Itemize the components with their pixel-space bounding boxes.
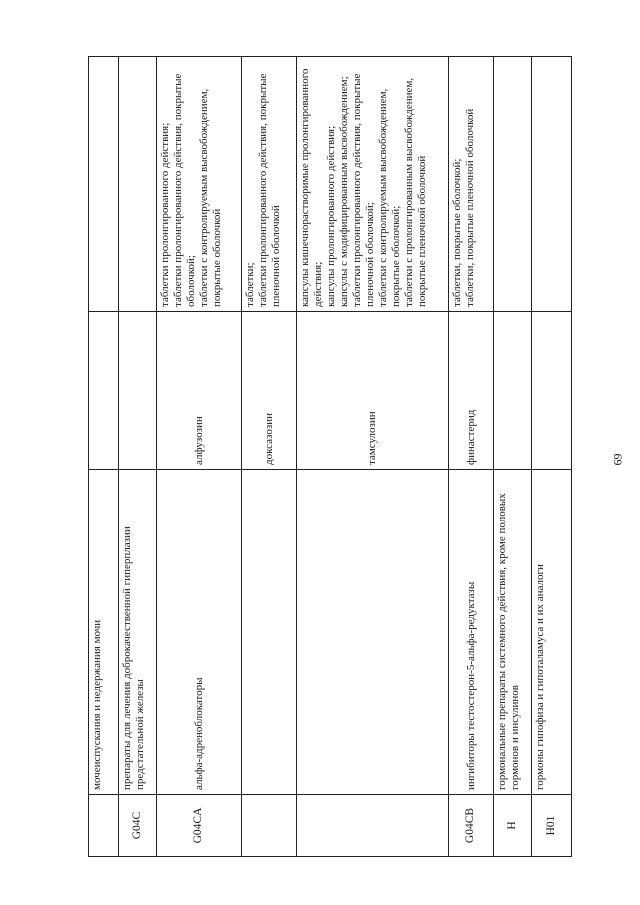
atc-code-cell: H [494, 795, 532, 857]
drug-cell: тамсулозин [297, 312, 449, 470]
table-row [494, 57, 532, 857]
dosage-form: таблетки, покрытые пленочной оболочкой [463, 108, 476, 307]
forms-cell [494, 57, 532, 312]
forms-cell [89, 57, 119, 312]
page-number: 69 [610, 453, 625, 466]
drug-cell [89, 312, 119, 470]
table-row [532, 57, 572, 857]
group-cell: мочеиспускания и недержания мочи [89, 470, 119, 795]
dosage-form: таблетки пролонгированного действия, покрытые оболочкой; [171, 73, 197, 307]
table-row [157, 57, 242, 857]
table-row [89, 57, 119, 857]
table-row [242, 57, 297, 857]
group-cell: ингибиторы тестостерон-5-альфа-редуктазы [449, 470, 494, 795]
drug-cell: доксазозин [242, 312, 297, 470]
dosage-form: капсулы кишечнорастворимые пролонгированного действия; [299, 68, 324, 307]
forms-cell [157, 57, 242, 312]
dosage-form: таблетки пролонгированного действия, покрытые пленочной оболочкой; [350, 73, 376, 307]
dosage-form: таблетки пролонгированного действия, покрытые пленочной оболочкой [256, 73, 282, 307]
table-row [297, 57, 449, 857]
group-cell: препараты для лечения доброкачественной гиперплазии предстательной железы [119, 470, 157, 795]
dosage-form: таблетки, покрытые оболочкой; [451, 158, 463, 307]
atc-code-cell: H01 [532, 795, 572, 857]
dosage-form: таблетки пролонгированного действия; [159, 122, 171, 307]
dosage-form: капсулы с модифицированным высвобождением; [337, 76, 350, 307]
forms-cell [449, 57, 494, 312]
dosage-form: таблетки с контролируемым высвобождением, покрытые оболочкой; [376, 88, 402, 307]
drug-cell: финастерид [449, 312, 494, 470]
atc-code-cell [89, 795, 119, 857]
dosage-form: капсулы пролонгированного действия; [324, 125, 337, 307]
group-cell: гормональные препараты системного действия, кроме половых гормонов и инсулинов [494, 470, 532, 795]
group-cell: гормоны гипофиза и гипоталамуса и их аналоги [532, 470, 572, 795]
forms-cell [119, 57, 157, 312]
group-cell [242, 470, 297, 795]
table-row [119, 57, 157, 857]
forms-cell [242, 57, 297, 312]
rotated-table-container [88, 57, 571, 857]
drug-cell [532, 312, 572, 470]
dosage-form: таблетки с пролонгированным высвобождением, покрытые пленочной оболочкой [402, 77, 428, 307]
forms-cell [532, 57, 572, 312]
drug-cell [119, 312, 157, 470]
dosage-form: таблетки; [244, 262, 256, 307]
dosage-form: таблетки с контролируемым высвобождением, покрытые оболочкой [197, 88, 223, 307]
drug-list-table [88, 56, 572, 857]
atc-code-cell: G04CB [449, 795, 494, 857]
forms-cell [297, 57, 449, 312]
drug-cell: алфузозин [157, 312, 242, 470]
atc-code-cell [297, 795, 449, 857]
group-cell [297, 470, 449, 795]
atc-code-cell: G04CA [157, 795, 242, 857]
landscape-page [88, 57, 571, 857]
atc-code-cell [242, 795, 297, 857]
drug-cell [494, 312, 532, 470]
table-row [449, 57, 494, 857]
group-cell: альфа-адреноблокаторы [157, 470, 242, 795]
atc-code-cell: G04C [119, 795, 157, 857]
